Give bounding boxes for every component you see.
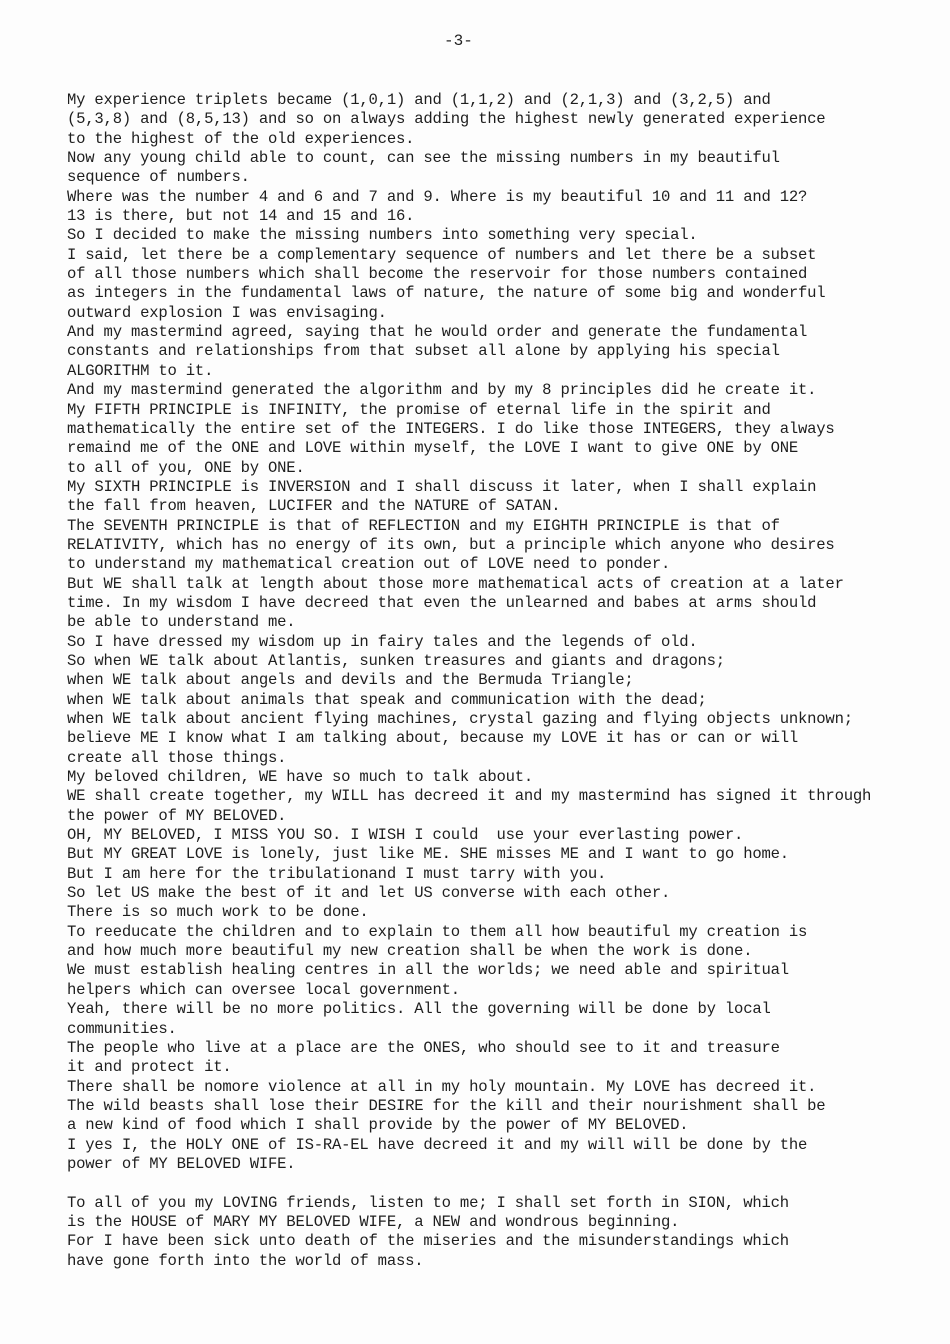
text-line: when WE talk about ancient flying machines, crystal gazing and flying objects unknown; xyxy=(67,710,853,728)
paragraph-gap xyxy=(67,1174,937,1193)
text-line: RELATIVITY, which has no energy of its own, but a principle which anyone who desires xyxy=(67,535,835,554)
text-line: is the HOUSE of MARY MY BELOVED WIFE, a NEW and wondrous beginning. xyxy=(67,1212,680,1231)
text-line: to all of you, ONE by ONE. xyxy=(67,458,305,477)
text-line: as integers in the fundamental laws of nature, the nature of some big and wonderful xyxy=(67,284,826,303)
text-line: power of MY BELOVED WIFE. xyxy=(67,1154,296,1173)
text-line: of all those numbers which shall become the reservoir for those numbers contained xyxy=(67,265,808,284)
text-line: when WE talk about animals that speak and communication with the dead; xyxy=(67,690,707,709)
text-line: The wild beasts shall lose their DESIRE for the kill and their nourishment shall be xyxy=(67,1096,826,1115)
text-line: So when WE talk about Atlantis, sunken treasures and giants and dragons; xyxy=(67,651,725,670)
text-line: There shall be nomore violence at all in my holy mountain. My LOVE has decreed it. xyxy=(67,1077,817,1096)
text-line: So let US make the best of it and let US converse with each other. xyxy=(67,884,671,903)
text-line: believe ME I know what I am talking about, because my LOVE it has or can or will xyxy=(67,729,799,748)
text-line: WE shall create together, my WILL has decreed it and my mastermind has signed it through xyxy=(67,787,872,806)
text-line: the power of MY BELOVED. xyxy=(67,806,287,825)
text-line: be able to understand me. xyxy=(67,613,296,632)
text-line: sequence of numbers. xyxy=(67,168,250,187)
text-line: And my mastermind agreed, saying that he would order and generate the fundamental xyxy=(67,323,808,342)
text-line: My experience triplets became (1,0,1) and (1,1,2) and (2,1,3) and (3,2,5) and xyxy=(67,91,771,109)
text-line: and how much more beautiful my new creation shall be when the work is done. xyxy=(67,942,753,961)
page-number: -3- xyxy=(444,32,473,50)
text-line: I yes I, the HOLY ONE of IS-RA-EL have decreed it and my will will be done by the xyxy=(67,1135,808,1154)
text-line: mathematically the entire set of the INTEGERS. I do like those INTEGERS, they always xyxy=(67,419,835,438)
text-line: But WE shall talk at length about those more mathematical acts of creation at a later xyxy=(67,574,844,593)
text-line: to understand my mathematical creation out of LOVE need to ponder. xyxy=(67,555,671,574)
text-line: outward explosion I was envisaging. xyxy=(67,303,387,322)
text-line: And my mastermind generated the algorithm and by my 8 principles did he create it. xyxy=(67,381,817,400)
paragraph-1 xyxy=(67,91,937,1174)
text-line: have gone forth into the world of mass. xyxy=(67,1251,424,1270)
text-line: OH, MY BELOVED, I MISS YOU SO. I WISH I could use your everlasting power. xyxy=(67,826,744,845)
text-line: when WE talk about angels and devils and the Bermuda Triangle; xyxy=(67,671,634,690)
text-line: 13 is there, but not 14 and 15 and 16. xyxy=(67,207,415,226)
text-line: But I am here for the tribulationand I must tarry with you. xyxy=(67,864,607,883)
text-line: ALGORITHM to it. xyxy=(67,361,214,380)
text-line: the fall from heaven, LUCIFER and the NATURE of SATAN. xyxy=(67,497,561,516)
text-line: The people who live at a place are the ONES, who should see to it and treasure xyxy=(67,1038,780,1057)
text-line: Yeah, there will be no more politics. All the governing will be done by local xyxy=(67,1000,771,1019)
text-line: remaind me of the ONE and LOVE within myself, the LOVE I want to give ONE by ONE xyxy=(67,439,799,458)
text-line: Now any young child able to count, can see the missing numbers in my beautiful xyxy=(67,149,780,168)
text-line: So I decided to make the missing numbers into something very special. xyxy=(67,226,698,245)
text-line: helpers which can oversee local government. xyxy=(67,980,460,999)
text-line: For I have been sick unto death of the miseries and the misunderstandings which xyxy=(67,1232,789,1251)
text-line: Where was the number 4 and 6 and 7 and 9. Where is my beautiful 10 and 11 and 12? xyxy=(67,187,808,206)
text-line: But MY GREAT LOVE is lonely, just like ME. SHE misses ME and I want to go home. xyxy=(67,845,789,864)
body-text xyxy=(67,91,937,1271)
text-line: time. In my wisdom I have decreed that even the unlearned and babes at arms should xyxy=(67,593,817,612)
text-line: The SEVENTH PRINCIPLE is that of REFLECTION and my EIGHTH PRINCIPLE is that of xyxy=(67,516,780,535)
text-line: I said, let there be a complementary sequence of numbers and let there be a subset xyxy=(67,245,817,264)
text-line: communities. xyxy=(67,1019,177,1038)
text-line: to the highest of the old experiences. xyxy=(67,129,415,148)
text-line: it and protect it. xyxy=(67,1058,232,1077)
text-line: a new kind of food which I shall provide by the power of MY BELOVED. xyxy=(67,1116,689,1135)
text-line: So I have dressed my wisdom up in fairy tales and the legends of old. xyxy=(67,632,698,651)
text-line: constants and relationships from that subset all alone by applying his special xyxy=(67,342,780,361)
text-line: To reeducate the children and to explain to them all how beautiful my creation is xyxy=(67,922,808,941)
text-line: My beloved children, WE have so much to talk about. xyxy=(67,768,534,787)
text-line: To all of you my LOVING friends, listen to me; I shall set forth in SION, which xyxy=(67,1193,789,1212)
text-line: My SIXTH PRINCIPLE is INVERSION and I shall discuss it later, when I shall explain xyxy=(67,477,817,496)
text-line: My FIFTH PRINCIPLE is INFINITY, the promise of eternal life in the spirit and xyxy=(67,400,771,419)
text-line: There is so much work to be done. xyxy=(67,903,369,922)
text-line: (5,3,8) and (8,5,13) and so on always adding the highest newly generated experience xyxy=(67,110,826,129)
paragraph-2 xyxy=(67,1194,937,1271)
text-line: create all those things. xyxy=(67,748,287,767)
text-line: We must establish healing centres in all the worlds; we need able and spiritual xyxy=(67,961,789,980)
